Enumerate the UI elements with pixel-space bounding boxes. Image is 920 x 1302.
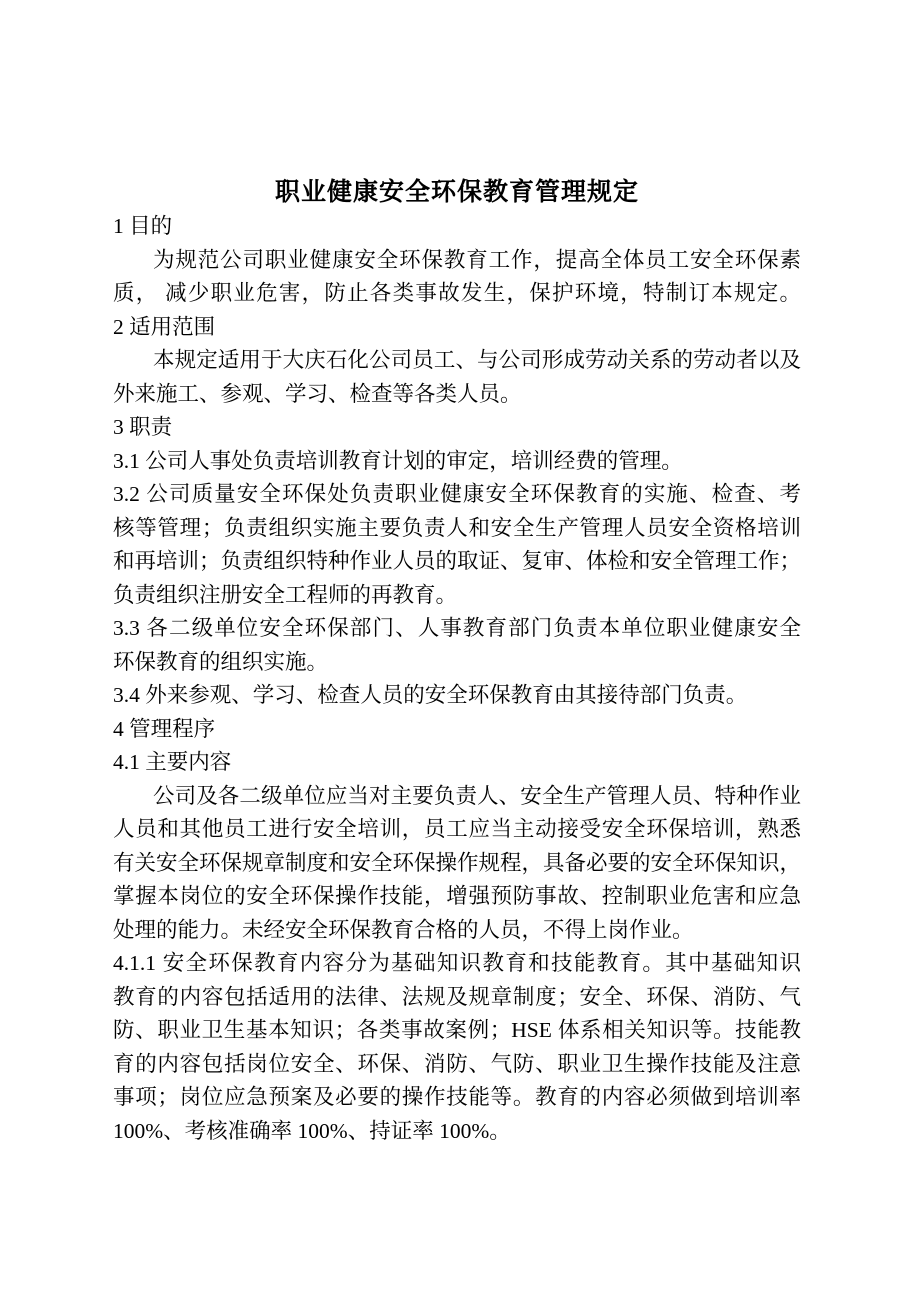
- document-line: 和再培训；负责组织特种作业人员的取证、复审、体检和安全管理工作；: [113, 549, 802, 573]
- document-line: 人员和其他员工进行安全培训，员工应当主动接受安全环保培训，熟悉: [113, 817, 801, 841]
- document-line: 4.1.1 安全环保教育内容分为基础知识教育和技能教育。其中基础知识: [113, 951, 801, 975]
- document-line: 3.2 公司质量安全环保处负责职业健康安全环保教育的实施、检查、考: [113, 482, 801, 506]
- document-line: 负责组织注册安全工程师的再教育。: [113, 582, 458, 607]
- document-content: [113, 176, 801, 1148]
- document-heading: 2 适用范围: [113, 314, 216, 339]
- document-line: 质， 减少职业危害，防止各类事故发生，保护环境，特制订本规定。: [113, 281, 801, 305]
- document-line: 3.3 各二级单位安全环保部门、人事教育部门负责本单位职业健康安全: [113, 616, 801, 640]
- document-line: 教育的内容包括适用的法律、法规及规章制度；安全、环保、消防、气: [113, 984, 801, 1009]
- document-line: 核等管理；负责组织实施主要负责人和安全生产管理人员安全资格培训: [113, 515, 801, 540]
- document-title: 职业健康安全环保教育管理规定: [274, 179, 639, 206]
- document-line: 事项；岗位应急预案及必要的操作技能等。教育的内容必须做到培训率: [113, 1085, 801, 1109]
- document-line: 育的内容包括岗位安全、环保、消防、气防、职业卫生操作技能及注意: [113, 1051, 801, 1076]
- document-line: 为规范公司职业健康安全环保教育工作，提高全体员工安全环保素: [153, 247, 801, 272]
- document-line: 处理的能力。未经安全环保教育合格的人员，不得上岗作业。: [113, 917, 694, 942]
- document-line: 防、职业卫生基本知识；各类事故案例；HSE 体系相关知识等。技能教: [113, 1018, 801, 1042]
- document-line: 外来施工、参观、学习、检查等各类人员。: [113, 381, 522, 406]
- document-line: 公司及各二级单位应当对主要负责人、安全生产管理人员、特种作业: [153, 783, 801, 808]
- document-body: [113, 210, 801, 1148]
- document-heading: 4.1 主要内容: [113, 750, 232, 774]
- document-line: 环保教育的组织实施。: [113, 649, 329, 674]
- document-line: 有关安全环保规章制度和安全环保操作规程，具备必要的安全环保知识，: [113, 850, 802, 875]
- document-line: 3.1 公司人事处负责培训教育计划的审定，培训经费的管理。: [113, 448, 683, 473]
- document-heading: 1 目的: [113, 214, 173, 238]
- document-line: 本规定适用于大庆石化公司员工、与公司形成劳动关系的劳动者以及: [153, 348, 801, 372]
- document-line: 3.4 外来参观、学习、检查人员的安全环保教育由其接待部门负责。: [113, 683, 748, 707]
- document-line: 100%、考核准确率 100%、持证率 100%。: [113, 1118, 511, 1143]
- document-heading: 3 职责: [113, 415, 173, 439]
- document-line: 掌握本岗位的安全环保操作技能，增强预防事故、控制职业危害和应急: [113, 884, 801, 908]
- document-heading: 4 管理程序: [113, 716, 216, 741]
